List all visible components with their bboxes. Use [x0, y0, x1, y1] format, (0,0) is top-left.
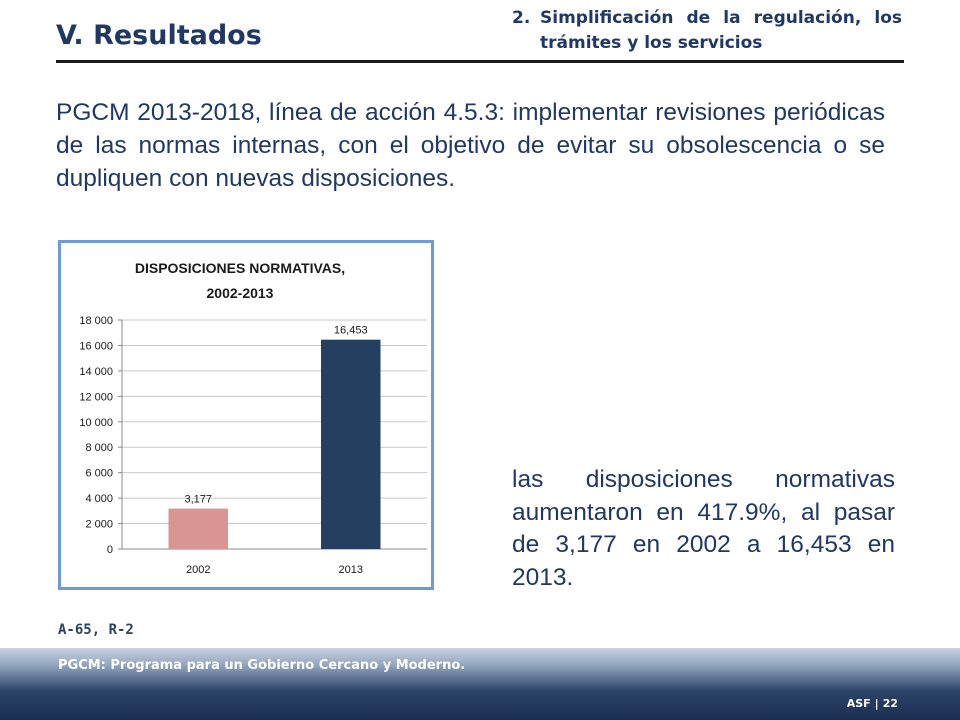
- slide-title: V. Resultados: [56, 20, 262, 51]
- finding-paragraph: las disposiciones normativas aumentaron en 417.9%, al pasar de 3,177 en 2002 a 16,453 en 2013.: [512, 466, 895, 591]
- x-tick-label: 2013: [338, 564, 363, 576]
- page-tag: [847, 697, 898, 710]
- audit-reference: A-65, R-2: [58, 622, 134, 638]
- data-label-2002: 3,177: [184, 493, 213, 506]
- bar-2002: [169, 509, 228, 549]
- bar-chart: [61, 243, 431, 587]
- footer-note: PGCM: Programa para un Gobierno Cercano y Moderno.: [58, 658, 466, 673]
- chart-frame: [58, 240, 434, 590]
- page-number: 22: [882, 697, 898, 710]
- y-tick-label: 14 000: [79, 365, 113, 378]
- section-title: Simplificación de la regulación, los trámites y los servicios: [540, 8, 902, 53]
- intro-paragraph: PGCM 2013-2018, línea de acción 4.5.3: implementar revisiones periódicas de las normas internas, con el objetivo de evitar su obsolescencia o se dupliquen con nuevas disposiciones.: [56, 99, 885, 192]
- y-tick-label: 12 000: [79, 391, 113, 404]
- org-label: ASF: [846, 697, 871, 710]
- section-number: 2.: [512, 8, 531, 28]
- y-tick-label: 6 000: [85, 467, 113, 480]
- chart-title: DISPOSICIONES NORMATIVAS,: [134, 260, 346, 276]
- y-tick-label: 8 000: [85, 442, 113, 455]
- y-tick-label: 10 000: [79, 416, 113, 429]
- x-tick-label: 2002: [186, 564, 211, 576]
- y-tick-label: 0: [106, 544, 113, 556]
- y-tick-label: 4 000: [85, 493, 113, 506]
- bar-2013: [321, 340, 380, 549]
- chart-subtitle: 2002-2013: [206, 285, 274, 301]
- y-tick-label: 16 000: [79, 340, 113, 353]
- y-tick-label: 2 000: [85, 518, 113, 531]
- page-separator: |: [874, 697, 879, 710]
- y-tick-label: 18 000: [79, 315, 113, 327]
- data-label-2013: 16,453: [333, 324, 368, 337]
- header-divider: [56, 60, 904, 63]
